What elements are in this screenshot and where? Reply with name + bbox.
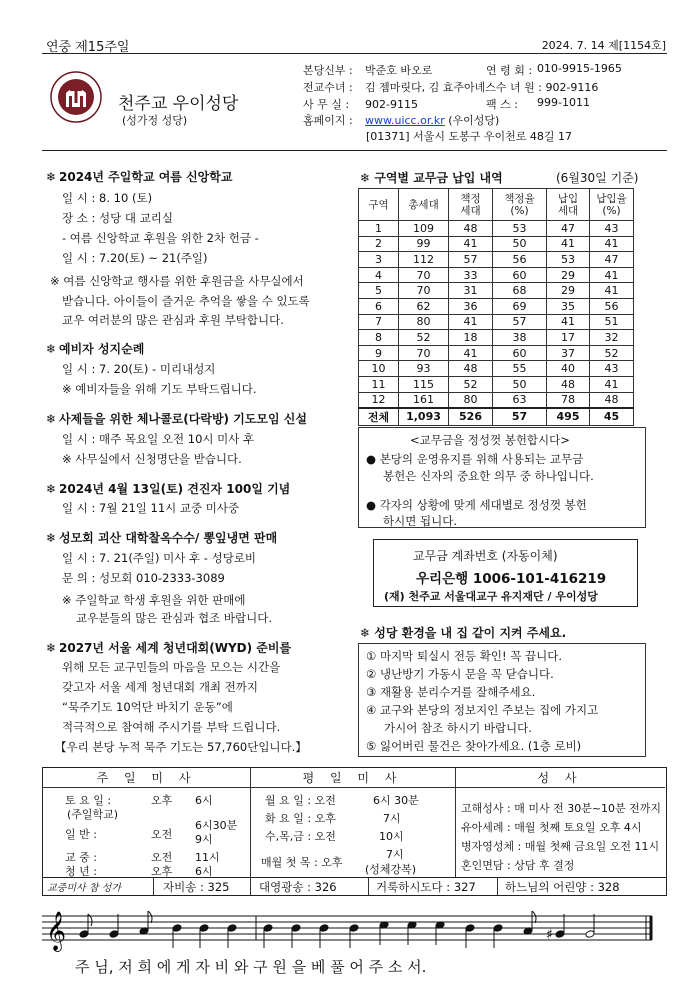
confirmation-date: 일 시 : 7월 21일 11시 교중 미사중 [62, 501, 240, 515]
note-head [199, 924, 209, 933]
dues-cell: 41 [449, 236, 493, 252]
dues-cell: 41 [590, 283, 634, 299]
parish-subname: (성가정 성당) [122, 114, 188, 127]
hymn-lyrics: 주 님, 저 희 에 게 자 비 와 구 원 을 베 풀 어 주 소 서. [75, 958, 427, 976]
week-label: 연중 제15주일 [46, 40, 130, 55]
dues-cell: 47 [547, 221, 590, 237]
dues-cell: 63 [493, 392, 547, 408]
melody-notes [79, 911, 595, 948]
wyd-line-2: 갖고자 서울 세계 청년대회 개최 전까지 [62, 680, 259, 694]
sunday-general-hour-2: 9시 [195, 833, 213, 846]
dues-cell: 80 [449, 392, 493, 408]
sunday-sat-hour: 6시 [195, 794, 213, 807]
dues-cell: 41 [547, 236, 590, 252]
dues-cell: 62 [399, 298, 449, 314]
sunday-main-label: 교 중 : [65, 851, 97, 864]
dues-table-row [359, 314, 634, 330]
sacrament-confession: 고해성사 : 매 미사 전 30분~10분 전까지 [461, 802, 662, 815]
dues-cell: 41 [590, 267, 634, 283]
clean-title: ❄ 성당 환경을 내 집 같이 지켜 주세요. [360, 626, 567, 640]
dues-header-cell: 납입 세대 [547, 189, 590, 221]
dues-cell: 55 [493, 361, 547, 377]
dues-table-row [359, 330, 634, 346]
music-staff [42, 898, 667, 956]
dues-cell: 53 [547, 252, 590, 268]
sacrament-marriage: 혼인면담 : 상담 후 결정 [461, 859, 575, 872]
dues-title: ❄ 구역별 교무금 납입 내역 [360, 171, 503, 185]
dues-cell: 56 [590, 298, 634, 314]
catechumen-note: ※ 예비자들을 위해 기도 부탁드립니다. [62, 382, 257, 396]
sunday-sat-label: 토 요 일 : [65, 794, 112, 807]
weekday-mass-header: 평 일 미 사 [250, 768, 455, 788]
dues-cell: 80 [399, 314, 449, 330]
dues-table-row [359, 236, 634, 252]
dues-date: (6월30일 기준) [556, 171, 639, 185]
sunday-youth-hour: 6시 [195, 865, 213, 878]
dues-cell: 70 [399, 267, 449, 283]
wyd-line-4: 적극적으로 참여해 주시기를 부탁 드립니다. [62, 720, 281, 734]
account-number: 우리은행 1006-101-416219 [416, 571, 607, 587]
summer-school-fund-date: 일 시 : 7.20(토) ~ 21(주일) [62, 251, 208, 265]
dues-cell: 6 [359, 298, 399, 314]
dues-table-row [359, 252, 634, 268]
dues-notice-bullet-2: ● 각자의 상황에 맞게 세대별로 정성껏 봉헌 [366, 498, 587, 512]
hymn-label: 교중미사 참 성가 [47, 883, 121, 894]
dues-cell: 70 [399, 283, 449, 299]
dues-cell: 161 [399, 392, 449, 408]
dues-cell: 52 [399, 330, 449, 346]
note-head [172, 924, 182, 933]
sunday-sat-time: 오후 [151, 794, 173, 807]
section-wyd-title: ❄ 2027년 서울 세계 청년대회(WYD) 준비를 [46, 641, 292, 655]
dues-table-row [359, 283, 634, 299]
dues-cell: 41 [590, 236, 634, 252]
dues-cell: 47 [590, 252, 634, 268]
dues-header-cell: 책정 세대 [449, 189, 493, 221]
dues-cell: 36 [449, 298, 493, 314]
note-head [291, 924, 301, 933]
header-bottom-rule [42, 150, 667, 151]
section-cenacle-title: ❄ 사제들을 위한 체나콜로(다락방) 기도모임 신설 [46, 412, 307, 426]
homepage-link[interactable]: www.uicc.or.kr [365, 114, 445, 127]
parish-name: 천주교 우이성당 [118, 94, 239, 114]
dues-cell: 41 [590, 376, 634, 392]
dues-table-row [359, 298, 634, 314]
sunday-general-time: 오전 [151, 828, 173, 841]
sharp-icon: ♯ [546, 927, 553, 943]
dues-cell: 9 [359, 345, 399, 361]
dues-cell: 5 [359, 283, 399, 299]
clean-item-1: ① 마지막 퇴실시 전등 확인! 꼭 끕니다. [366, 649, 563, 663]
dues-table-row [359, 392, 634, 408]
sunday-youth-time: 오후 [151, 865, 173, 878]
dues-table-header [359, 189, 634, 221]
dues-cell: 7 [359, 314, 399, 330]
dues-cell: 57 [449, 252, 493, 268]
mass-schedule-table [42, 767, 667, 878]
treble-clef-icon: 𝄞 [46, 911, 67, 951]
hymn-agnus-dei: 하느님의 어린양 : 328 [505, 880, 620, 894]
corn-sale-contact: 문 의 : 성모회 010-2333-3089 [62, 571, 225, 585]
summer-school-date: 일 시 : 8. 10 (토) [62, 191, 153, 205]
dues-total-cell: 526 [449, 408, 493, 426]
dues-notice-bullet-2b: 하시면 됩니다. [383, 514, 457, 528]
corn-sale-date: 일 시 : 7. 21(주일) 미사 후 - 성당로비 [62, 551, 257, 565]
dues-cell: 60 [493, 267, 547, 283]
note-head [109, 930, 119, 939]
note-flag [532, 911, 536, 923]
dues-total-cell: 45 [590, 408, 634, 426]
dues-cell: 52 [449, 376, 493, 392]
dues-cell: 41 [547, 314, 590, 330]
note-head [349, 924, 359, 933]
dues-cell: 11 [359, 376, 399, 392]
header-rule [42, 53, 667, 54]
dues-cell: 43 [590, 361, 634, 377]
clean-item-4: ④ 교구와 본당의 정보지인 주보는 집에 가지고 [366, 703, 599, 717]
note-head [585, 930, 595, 939]
weekday-mon-hour: 6시 30분 [373, 794, 419, 807]
dues-cell: 50 [493, 376, 547, 392]
dues-cell: 18 [449, 330, 493, 346]
hymn-sanctus: 거룩하시도다 : 327 [376, 880, 476, 894]
dues-cell: 1 [359, 221, 399, 237]
corn-sale-note-1: ※ 주일학교 학생 후원을 위한 판매에 [62, 593, 246, 607]
sunday-mass-header: 주 일 미 사 [43, 768, 250, 788]
weekday-wed: 수,목,금 : 오전 [265, 830, 336, 843]
dues-header-cell: 책정율 (%) [493, 189, 547, 221]
dues-table-total-row [359, 408, 634, 426]
dues-cell: 115 [399, 376, 449, 392]
note-head [227, 924, 237, 933]
dues-total-cell: 495 [547, 408, 590, 426]
hymn-gloria: 대영광송 : 326 [259, 880, 337, 894]
section-corn-sale-title: ❄ 성모회 괴산 대학찰옥수수/ 뽕잎냉면 판매 [46, 531, 278, 545]
sunday-general-hour-1: 6시30분 [195, 819, 238, 832]
dues-cell: 40 [547, 361, 590, 377]
note-head [555, 930, 565, 939]
dues-notice-bullet-1b: 봉헌은 신자의 중요한 의무 중 하나입니다. [383, 469, 594, 483]
dues-cell: 51 [590, 314, 634, 330]
clean-item-2: ② 냉난방기 가동시 문을 꼭 닫습니다. [366, 667, 554, 681]
clean-item-4b: 가시어 참조 하시기 바랍니다. [384, 721, 532, 735]
hymn-kyrie: 자비송 : 325 [163, 880, 230, 894]
dues-table-row [359, 361, 634, 377]
sacrament-sick-communion: 병자영성체 : 매월 첫째 금요일 오전 11시 [461, 840, 660, 853]
section-catechumen-title: ❄ 예비자 성지순례 [46, 342, 145, 356]
dues-header-cell: 구역 [359, 189, 399, 221]
summer-school-place: 장 소 : 성당 대 교리실 [62, 211, 174, 225]
dues-cell: 50 [493, 236, 547, 252]
weekday-wed-hour: 10시 [379, 830, 404, 843]
dues-cell: 29 [547, 267, 590, 283]
dues-cell: 52 [590, 345, 634, 361]
summer-school-fund: - 여름 신앙학교 후원을 위한 2차 헌금 - [62, 231, 259, 245]
dues-notice-bullet-1: ● 본당의 운영유지를 위해 사용되는 교무금 [366, 452, 584, 466]
wyd-line-3: “묵주기도 10억단 바치기 운동”에 [62, 700, 233, 714]
dues-cell: 2 [359, 236, 399, 252]
wyd-line-1: 위해 모든 교구민들의 마음을 모으는 시간을 [62, 660, 281, 674]
dues-cell: 48 [449, 361, 493, 377]
note-head [319, 924, 329, 933]
sunday-youth-label: 청 년 : [65, 865, 97, 878]
sacrament-baptism: 유아세례 : 매월 첫째 토요일 오후 4시 [461, 821, 642, 834]
dues-header-cell: 총세대 [399, 189, 449, 221]
info-row-office: 사 무 실 : 902-9115 팩 스 : 999-1011 [303, 96, 590, 111]
weekday-tue: 화 요 일 : 오후 [265, 812, 336, 825]
dues-cell: 53 [493, 221, 547, 237]
sunday-general-label: 일 반 : [65, 828, 97, 841]
dues-cell: 38 [493, 330, 547, 346]
dues-cell: 31 [449, 283, 493, 299]
dues-cell: 68 [493, 283, 547, 299]
weekday-first-thu: 매월 첫 목 : 오후 [261, 856, 343, 869]
note-head [493, 924, 503, 933]
parish-logo-icon [50, 71, 102, 123]
sacrament-header: 성 사 [455, 768, 665, 788]
dues-cell: 41 [449, 345, 493, 361]
summer-school-note-2: 받습니다. 아이들이 즐거운 추억을 쌓을 수 있도록 [62, 294, 310, 308]
dues-cell: 3 [359, 252, 399, 268]
section-summer-school-title: ❄ 2024년 주일학교 여름 신앙학교 [46, 170, 233, 184]
note-head [263, 924, 273, 933]
dues-header-cell: 납입율 (%) [590, 189, 634, 221]
sunday-main-time: 오전 [151, 851, 173, 864]
summer-school-note-1: ※ 여름 신앙학교 행사를 위한 후원금을 사무실에서 [50, 274, 304, 288]
note-head [465, 924, 475, 933]
dues-cell: 29 [547, 283, 590, 299]
info-row-homepage: 홈페이지 : www.uicc.or.kr (우이성당) [303, 114, 500, 127]
dues-cell: 60 [493, 345, 547, 361]
dues-cell: 70 [399, 345, 449, 361]
catechumen-date: 일 시 : 7. 20(토) - 미리내성지 [62, 362, 216, 376]
dues-notice-title: <교무금을 정성껏 봉헌합시다> [410, 433, 570, 447]
dues-cell: 35 [547, 298, 590, 314]
dues-cell: 48 [547, 376, 590, 392]
cenacle-date: 일 시 : 매주 목요일 오전 10시 미사 후 [62, 432, 255, 446]
dues-cell: 8 [359, 330, 399, 346]
account-title: 교무금 계좌번호 (자동이체) [413, 549, 558, 563]
weekday-first-thu-hour: 7시 [386, 848, 404, 861]
sunday-sat-sub: (주일학교) [67, 808, 119, 821]
dues-cell: 112 [399, 252, 449, 268]
dues-cell: 33 [449, 267, 493, 283]
wyd-line-5: 【우리 본당 누적 묵주 기도는 57,760단입니다.】 [55, 740, 307, 754]
summer-school-note-3: 교우 여러분의 많은 관심과 후원 부탁합니다. [62, 313, 284, 327]
info-row-sisters: 전교수녀 : 김 젬마릿다, 김 효주아녜스수 녀 원 : 902-9116 [303, 81, 599, 94]
dues-total-cell: 전체 [359, 408, 399, 426]
weekday-mon: 월 요 일 : 오전 [265, 794, 336, 807]
account-holder: (재) 천주교 서울대교구 유지재단 / 우이성당 [384, 590, 598, 603]
dues-cell: 93 [399, 361, 449, 377]
dues-cell: 12 [359, 392, 399, 408]
dues-table-row [359, 376, 634, 392]
clean-item-3: ③ 재활용 분리수거를 잘해주세요. [366, 685, 536, 699]
dues-cell: 99 [399, 236, 449, 252]
clean-item-5: ⑤ 잃어버린 물건은 찾아가세요. (1층 로비) [366, 739, 582, 753]
dues-cell: 41 [449, 314, 493, 330]
dues-cell: 48 [449, 221, 493, 237]
dues-cell: 78 [547, 392, 590, 408]
section-confirmation-title: ❄ 2024년 4월 13일(토) 견진자 100일 기념 [46, 482, 291, 496]
dues-cell: 109 [399, 221, 449, 237]
dues-cell: 32 [590, 330, 634, 346]
info-row-pastor: 본당신부 : 박준호 바오로 연 령 회 : 010-9915-1965 [303, 62, 622, 77]
dues-cell: 17 [547, 330, 590, 346]
dues-table-row [359, 345, 634, 361]
dues-cell: 10 [359, 361, 399, 377]
sunday-main-hour: 11시 [195, 851, 220, 864]
address-line: [01371] 서울시 도봉구 우이천로 48길 17 [366, 130, 572, 143]
hymn-bar [42, 878, 667, 896]
dues-cell: 4 [359, 267, 399, 283]
dues-cell: 43 [590, 221, 634, 237]
dues-cell: 56 [493, 252, 547, 268]
dues-table-row [359, 221, 634, 237]
weekday-tue-hour: 7시 [383, 812, 401, 825]
note-flag [148, 911, 152, 923]
weekday-first-thu-sub: (성체강복) [365, 863, 417, 876]
dues-cell: 57 [493, 314, 547, 330]
issue-date: 2024. 7. 14 제[1154호] [541, 39, 666, 52]
dues-total-cell: 1,093 [399, 408, 449, 426]
dues-cell: 69 [493, 298, 547, 314]
dues-total-cell: 57 [493, 408, 547, 426]
note-head [79, 930, 89, 939]
dues-table-row [359, 267, 634, 283]
dues-cell: 48 [590, 392, 634, 408]
dues-table [358, 188, 634, 426]
corn-sale-note-2: 교우분들의 많은 관심과 협조 바랍니다. [76, 611, 273, 625]
cenacle-note: ※ 사무실에서 신청명단을 받습니다. [62, 452, 242, 466]
dues-cell: 37 [547, 345, 590, 361]
